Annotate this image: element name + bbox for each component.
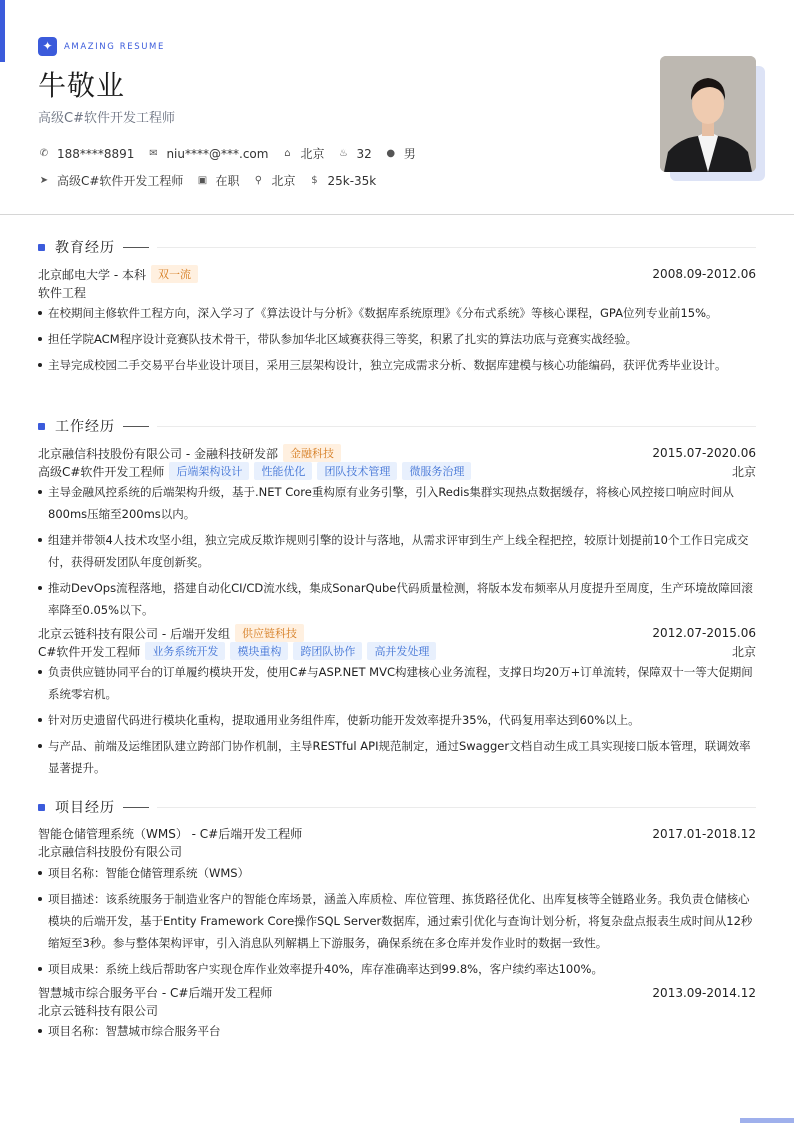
job-2-header-row — [38, 624, 756, 642]
project-2-company: 北京云链科技有限公司 — [38, 1004, 159, 1018]
cake-icon: ♨ — [338, 148, 348, 159]
mail-icon: ✉ — [149, 148, 158, 159]
candidate-name: 牛敬业 — [38, 69, 126, 102]
money-icon: $ — [311, 175, 318, 186]
job-2-skill-1: 业务系统开发 — [145, 642, 225, 660]
education-major: 软件工程 — [38, 286, 87, 300]
project-2-bullet-1: 项目名称：智慧城市综合服务平台 — [38, 1020, 756, 1042]
residence-text: 北京 — [300, 147, 325, 161]
contact-row-1 — [38, 145, 429, 162]
project-2-date: 2013.09-2014.12 — [652, 985, 756, 1000]
job-2-bullet-2: 针对历史遗留代码进行模块化重构，提取通用业务组件库，使新功能开发效率提升35%，代码复用率达到60%以上。 — [38, 709, 756, 731]
project-1-header-row — [38, 825, 756, 842]
avatar-portrait-icon — [660, 56, 756, 172]
gender-icon: ● — [386, 148, 396, 159]
job-1-bullet-1: 主导金融风控系统的后端架构升级，基于.NET Core重构原有业务引擎，引入Redis集群实现热点数据缓存，将核心风控接口响应时间从800ms压缩至200ms以内。 — [38, 481, 756, 525]
brand-text: AMAZING RESUME — [64, 41, 165, 52]
section-education-head — [38, 237, 756, 257]
candidate-title: 高级C#软件开发工程师 — [38, 111, 175, 126]
job-2-tag: 供应链科技 — [235, 624, 304, 642]
job-2-role: C#软件开发工程师 — [38, 644, 141, 659]
education-tag: 双一流 — [151, 265, 198, 283]
job-1-bullet-3: 推动DevOps流程落地，搭建自动化CI/CD流水线，集成SonarQube代码质量检测，将版本发布频率从月度提升至周度，生产环境故障回滚率降至0.05%以下。 — [38, 577, 756, 621]
location-pin-icon: ⚲ — [254, 175, 263, 186]
job-2-date: 2012.07-2015.06 — [652, 626, 756, 640]
job-2-bullet-3: 与产品、前端及运维团队建立跨部门协作机制，主导RESTful API规范制定，通过Swagger文档自动生成工具实现接口版本管理，联调效率显著提升。 — [38, 735, 756, 779]
project-2-header-row — [38, 984, 756, 1001]
job-1-city: 北京 — [731, 464, 756, 479]
avatar — [660, 56, 756, 172]
job-1-company: 北京融信科技股份有限公司 - 金融科技研发部 — [38, 446, 278, 461]
job-1-role: 高级C#软件开发工程师 — [38, 464, 165, 479]
job-1-bullet-2: 组建并带领4人技术攻坚小组，独立完成反欺诈规则引擎的设计与落地，从需求评审到生产上线全程把控，较原计划提前10个工作日完成交付，获得研发团队年度创新奖。 — [38, 529, 756, 573]
email-text: niu****@***.com — [166, 146, 269, 161]
project-2-company-row — [38, 1002, 756, 1019]
phone-icon: ✆ — [39, 148, 49, 159]
project-1-date: 2017.01-2018.12 — [652, 826, 756, 841]
age-text: 32 — [356, 146, 372, 161]
education-bullet-1: 在校期间主修软件工程方向，深入学习了《算法设计与分析》《数据库系统原理》《分布式系统》等核心课程，GPA位列专业前15%。 — [38, 302, 756, 324]
job-1-header-row — [38, 444, 756, 462]
job-2-skill-3: 跨团队协作 — [293, 642, 362, 660]
target-role-text: 高级C#软件开发工程师 — [57, 174, 184, 188]
education-header-row — [38, 265, 756, 283]
job-2-skill-2: 模块重构 — [230, 642, 288, 660]
target-city-text: 北京 — [271, 174, 296, 188]
resume-header — [0, 0, 794, 215]
job-1-skill-3: 团队技术管理 — [317, 462, 397, 480]
section-marker-icon — [38, 804, 45, 811]
project-1-company: 北京融信科技股份有限公司 — [38, 845, 183, 859]
brand — [38, 37, 165, 56]
job-1-tag: 金融科技 — [283, 444, 341, 462]
education-bullet-2: 担任学院ACM程序设计竞赛队技术骨干，带队参加华北区域赛获得三等奖，积累了扎实的算法功底与竞赛实战经验。 — [38, 328, 756, 350]
education-bullet-3: 主导完成校园二手交易平台毕业设计项目，采用三层架构设计，独立完成需求分析、数据库建模与核心功能编码，获评优秀毕业设计。 — [38, 354, 756, 376]
target-city-item — [252, 172, 295, 189]
age-item — [337, 147, 371, 161]
sparkle-icon: ✦ — [38, 37, 57, 56]
education-date: 2008.09-2012.06 — [652, 267, 756, 281]
status-item — [196, 172, 239, 189]
section-work-head — [38, 416, 756, 436]
project-1-name: 智能仓储管理系统（WMS） - C#后端开发工程师 — [38, 827, 303, 841]
job-2-bullet-1: 负责供应链协同平台的订单履约模块开发，使用C#与ASP.NET MVC构建核心业务流程，支撑日均20万+订单流转，保障双十一等大促期间系统零宕机。 — [38, 661, 756, 705]
job-2-skill-4: 高并发处理 — [367, 642, 436, 660]
target-role-item — [38, 172, 183, 189]
job-2-city: 北京 — [731, 644, 756, 659]
education-major-row — [38, 284, 756, 301]
salary-text: 25k-35k — [327, 173, 377, 188]
status-text: 在职 — [215, 174, 240, 188]
section-marker-icon — [38, 423, 45, 430]
gender-text: 男 — [403, 147, 416, 161]
job-1-skill-1: 后端架构设计 — [169, 462, 249, 480]
section-marker-icon — [38, 244, 45, 251]
residence-item — [281, 145, 324, 162]
job-1-date: 2015.07-2020.06 — [652, 446, 756, 460]
project-1-company-row — [38, 843, 756, 860]
project-1-bullet-1: 项目名称：智能仓储管理系统（WMS） — [38, 862, 756, 884]
section-education-title: 教育经历 — [55, 240, 115, 256]
section-projects-head — [38, 797, 756, 817]
home-icon: ⌂ — [284, 148, 291, 159]
section-projects-title: 项目经历 — [55, 800, 115, 816]
send-icon: ➤ — [39, 175, 49, 186]
project-1-bullet-2: 项目描述：该系统服务于制造业客户的智能仓库场景，涵盖入库质检、库位管理、拣货路径优化、出库复核等全链路业务。我负责仓储核心模块的后端开发，基于Entity Framework Core操作SQL Server数据库，通过索引优化与查询计划分析，将复杂盘点报表生成时间从12秒缩短至3秒。参与整体架构评审，引入消息队列解耦上下游服务，确保系统在多仓库并发作业时的数据一致性。 — [38, 888, 756, 954]
phone-item — [38, 147, 134, 161]
salary-item — [308, 174, 376, 188]
job-2-company: 北京云链科技有限公司 - 后端开发组 — [38, 626, 230, 641]
email-item — [147, 147, 268, 161]
job-2-role-row — [38, 642, 756, 660]
bottom-accent-bar — [740, 1118, 794, 1123]
briefcase-icon: ▣ — [197, 175, 208, 186]
project-1-bullet-3: 项目成果：系统上线后帮助客户实现仓库作业效率提升40%，库存准确率达到99.8%，客户续约率达100%。 — [38, 958, 756, 980]
contact-row-2 — [38, 172, 389, 189]
phone-text: 188****8891 — [57, 146, 135, 161]
project-2-name: 智慧城市综合服务平台 - C#后端开发工程师 — [38, 986, 273, 1000]
gender-item — [385, 145, 416, 162]
job-1-skill-4: 微服务治理 — [402, 462, 471, 480]
education-school: 北京邮电大学 - 本科 — [38, 267, 146, 282]
job-1-role-row — [38, 462, 756, 480]
section-work-title: 工作经历 — [55, 419, 115, 435]
job-1-skill-2: 性能优化 — [254, 462, 312, 480]
